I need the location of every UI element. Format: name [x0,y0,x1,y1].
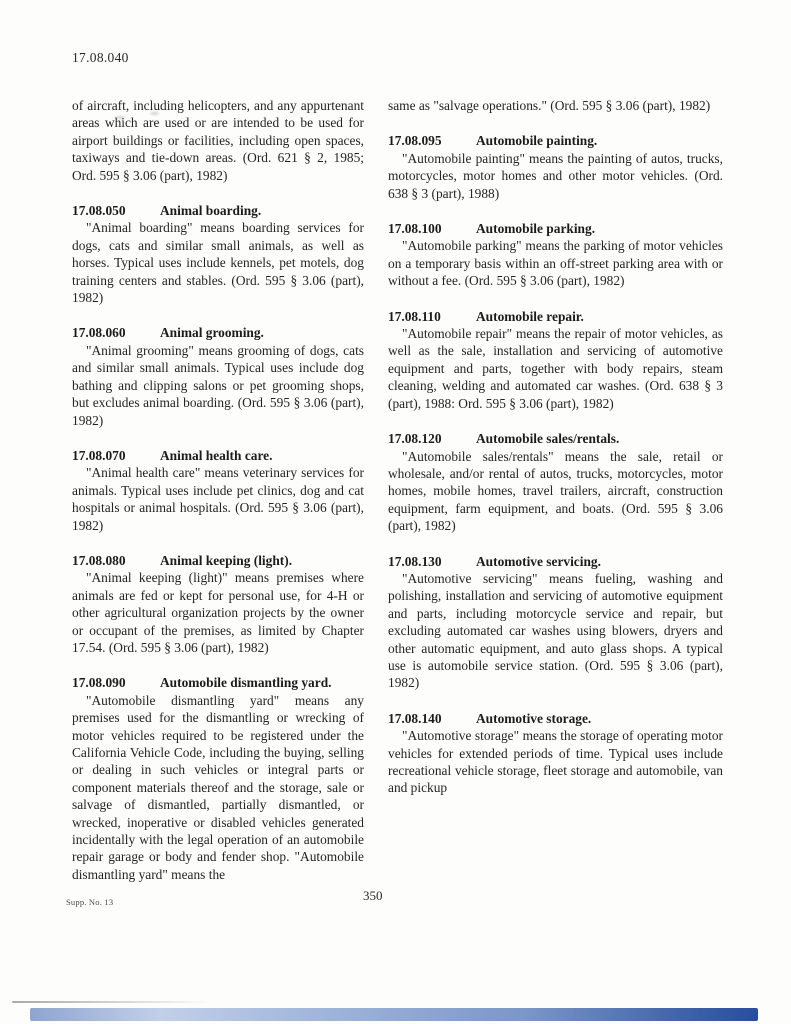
page-content [72,97,723,883]
section-number: 17.08.080 [72,552,126,568]
section-title: Automobile repair. [476,308,584,324]
scan-artifact-line [12,1001,212,1003]
section-body: "Automotive storage" means the storage of operating motor vehicles for extended periods of time. Typical uses include recreational vehicle storage, fleet storage and automobile, van and pickup [388,728,723,796]
section-heading [72,324,364,341]
section-body: "Animal health care" means veterinary services for animals. Typical uses include pet clinics, dog and cat hospitals or animal hospitals. (Ord. 595 § 3.06 (part), 1982) [72,465,364,533]
continuation-paragraph: same as "salvage operations." (Ord. 595 § 3.06 (part), 1982) [388,98,711,113]
section-heading [388,430,723,447]
section-number: 17.08.120 [388,431,442,447]
code-section [388,132,723,202]
section-title: Animal boarding. [160,203,262,219]
section-heading [388,553,723,570]
section-body: "Animal keeping (light)" means premises where animals are fed or kept for personal use, for 4-H or other agricultural organization projects by the owner or occupant of the premises, as limited by Chapter 17.54. (Ord. 595 § 3.06 (part), 1982) [72,570,364,655]
section-body: "Automobile painting" means the painting of autos, trucks, motorcycles, motor homes and other motor vehicles. (Ord. 638 § 3 (part), 1988) [388,150,723,201]
section-body: "Automobile dismantling yard" means any premises used for the dismantling or wrecking of motor vehicles required to be registered under the California Vehicle Code, including the buying, selling or dealing in such vehicles or integral parts or component materials thereof and the storage, sale or salvage of dismantled, partially dismantled, or wrecked, inoperative or disabled vehicles generated incidentally with the legal operation of an automobile repair garage or body and fender shop. "Automobile dismantling yard" means the [72,692,364,882]
section-number: 17.08.140 [388,710,442,726]
section-heading [72,447,364,464]
section-body: "Automobile sales/rentals" means the sale, retail or wholesale, and/or rental of autos, trucks, motorcycles, motor homes, mobile homes, travel trailers, aircraft, construction equipment, farm equipment, and boats. (Ord. 595 § 3.06 (part), 1982) [388,448,723,534]
section-title: Animal health care. [160,447,273,463]
section-body: "Automotive servicing" means fueling, washing and polishing, installation and servicing of automotive equipment and parts, including motorcycle service and repair, but excluding automated car washes using blowers, dryers and other automatic equipment, and auto glass shops. A typical use is automobile service station. (Ord. 595 § 3.06 (part), 1982) [388,570,723,691]
code-section [72,447,364,534]
code-section [388,220,723,290]
section-title: Automobile sales/rentals. [476,431,620,447]
section-title: Automobile parking. [476,221,596,237]
code-section [388,553,723,692]
section-heading [72,552,364,569]
code-section [72,324,364,428]
section-title: Animal grooming. [160,325,264,341]
section-heading [72,674,364,691]
section-number: 17.08.130 [388,553,442,569]
section-number: 17.08.100 [388,221,442,237]
code-section [72,552,364,656]
code-section [388,308,723,412]
section-heading [388,220,723,237]
section-number: 17.08.060 [72,325,126,341]
page-header-section-ref: 17.08.040 [72,50,129,65]
section-body: "Animal grooming" means grooming of dogs, cats and similar small animals. Typical uses include dog bathing and clipping salons or pet grooming shops, but excludes animal boarding. (Ord. 595 § 3.06 (part), 1982) [72,342,364,428]
continuation-paragraph: of aircraft, including helicopters, and any appurtenant areas which are used or are intended to be used for airport buildings or facilities, including open spaces, taxiways and tie-down areas. (Ord. 621 § 2, 1985; Ord. 595 § 3.06 (part), 1982) [72,98,364,183]
section-heading [388,308,723,325]
section-title: Automotive storage. [476,710,592,726]
section-title: Automotive servicing. [476,553,601,569]
scan-gradient-bar [30,1008,758,1021]
section-number: 17.08.095 [388,133,442,149]
section-heading [388,132,723,149]
section-body: "Animal boarding" means boarding services for dogs, cats and similar small animals, as well as horses. Typical uses include kennels, pet motels, dog training centers and stables. (Ord. 595 § 3.06 (part), 1982) [72,220,364,306]
section-heading [72,202,364,219]
code-section [388,710,723,797]
section-number: 17.08.110 [388,308,441,324]
code-section [72,674,364,883]
section-number: 17.08.090 [72,675,126,691]
section-title: Automobile dismantling yard. [160,675,332,691]
code-section [388,430,723,534]
section-heading [388,710,723,727]
page-number: 350 [363,888,383,903]
section-body: "Automobile parking" means the parking of motor vehicles on a temporary basis within an off-street parking area with or without a fee. (Ord. 595 § 3.06 (part), 1982) [388,238,723,289]
section-title: Automobile painting. [476,133,598,149]
section-number: 17.08.070 [72,447,126,463]
section-title: Animal keeping (light). [160,552,293,568]
section-body: "Automobile repair" means the repair of motor vehicles, as well as the sale, installation and servicing of automotive equipment and parts, together with body repairs, steam cleaning, welding and automated car washes. (Ord. 638 § 3 (part), 1988: Ord. 595 § 3.06 (part), 1982) [388,326,723,411]
supplement-number: Supp. No. 13 [66,897,114,907]
right-column [388,97,723,883]
code-section [72,202,364,306]
section-number: 17.08.050 [72,203,126,219]
left-column [72,97,364,883]
